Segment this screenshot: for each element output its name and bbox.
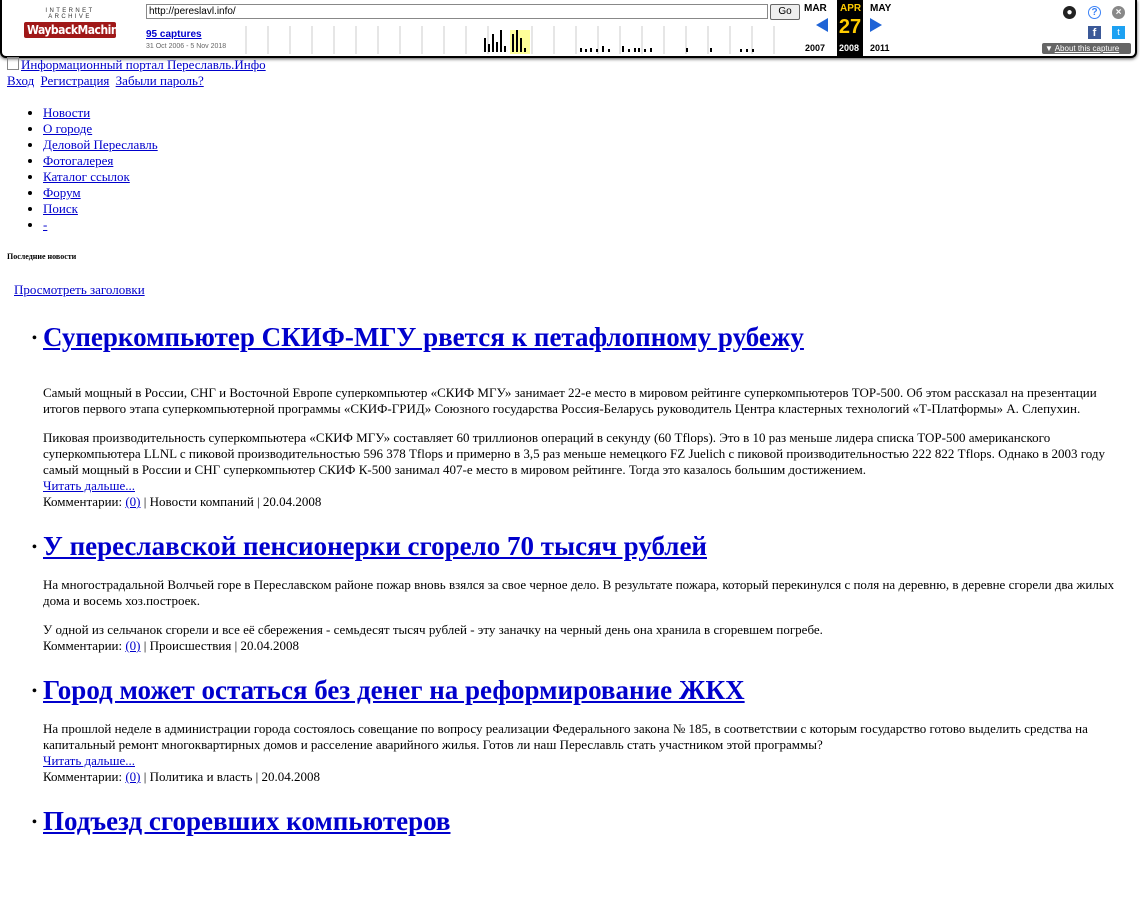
register-link[interactable]: Регистрация	[40, 73, 110, 88]
view-headlines-link[interactable]: Просмотреть заголовки	[14, 282, 145, 297]
prev-year-label[interactable]: 2007	[805, 43, 826, 53]
next-year-label[interactable]: 2011	[870, 43, 890, 53]
current-year-label: 2008	[839, 43, 860, 53]
nav-link-extra[interactable]: -	[43, 217, 48, 232]
wayback-logo[interactable]	[24, 8, 125, 38]
news-article	[43, 673, 1132, 785]
nav-link-search[interactable]: Поиск	[43, 201, 78, 216]
article-paragraph: Пиковая производительность суперкомпьютера «СКИФ МГУ» составляет 60 триллионов операций в секунду (60 Tflops). Это в 10 раз меньше лидера списка TOP-500 американского суперкомпьютера LLNL с пиковой производительностью 596 378 Tflops и примерно в 3,5 раз меньше немецкого FZ Juelich с пиковой производительностью 222 822 Tflops. Однако в 2003 году самый мощный в России и СНГ суперкомпьютер СКИФ К-500 занимал 407-е место в мировом рейтинге. Тогда это казалось большим достижением.	[43, 430, 1105, 477]
user-icon[interactable]: ●	[1063, 6, 1076, 19]
comments-count-link[interactable]: (0)	[125, 638, 141, 653]
comments-label: Комментарии:	[43, 494, 123, 509]
internet-archive-label: INTERNET ARCHIVE	[45, 8, 95, 20]
article-title	[43, 320, 1132, 354]
main-nav	[7, 105, 1132, 233]
nav-item-gallery	[43, 153, 1132, 169]
nav-item-forum	[43, 185, 1132, 201]
site-logo-alt: Информационный портал Переславль.Инфо	[21, 57, 266, 72]
nav-item-business	[43, 137, 1132, 153]
article-date: 20.04.2008	[240, 638, 299, 653]
news-article	[43, 529, 1132, 654]
next-month-label[interactable]: MAY	[870, 3, 892, 14]
article-title-link[interactable]: Суперкомпьютер СКИФ-МГУ рвется к петафлопному рубежу	[43, 322, 804, 352]
nav-item-about-city	[43, 121, 1132, 137]
page-content	[7, 57, 1132, 838]
close-icon[interactable]: ×	[1112, 6, 1125, 19]
capture-date-range: 31 Oct 2006 - 5 Nov 2018	[146, 43, 227, 50]
article-title	[43, 529, 1132, 563]
article-paragraph: На многострадальной Волчьей горе в Переславском районе пожар вновь взялся за свое черное дело. В результате пожара, который перекинулся с поля на деревню, в деревне сгорели два жилых дома и восемь хоз.построек.	[43, 577, 1115, 608]
article-title-link[interactable]: У переславской пенсионерки сгорело 70 тысяч рублей	[43, 531, 707, 561]
article-meta: Комментарии: (0) | Политика и власть | 20.04.2008	[43, 769, 320, 784]
read-more-link[interactable]: Читать дальше...	[43, 478, 135, 493]
nav-item-search	[43, 201, 1132, 217]
nav-link-about-city[interactable]: О городе	[43, 121, 93, 136]
broken-image-icon	[7, 57, 19, 70]
help-icon[interactable]: ?	[1088, 6, 1101, 19]
current-day: 27	[838, 16, 862, 38]
section-title: Последние новости	[7, 252, 77, 261]
go-button[interactable]: Go	[770, 4, 800, 20]
comments-label: Комментарии:	[43, 769, 123, 784]
nav-link-forum[interactable]: Форум	[43, 185, 81, 200]
auth-links	[7, 73, 1132, 89]
comments-count-link[interactable]: (0)	[125, 769, 141, 784]
article-paragraph: Самый мощный в России, СНГ и Восточной Европе суперкомпьютер «СКИФ МГУ» занимает 22-е место в мировом рейтинге суперкомпьютеров TOP-500. Об этом рассказал на презентации итогов первого этапа суперкомпьютерной программы «СКИФ-ГРИД» Союзного государства Россия-Беларусь руководитель Центра кластерных технологий «Т-Платформы» А. Слепухин.	[43, 385, 1097, 416]
nav-item-links-catalog	[43, 169, 1132, 185]
captures-link[interactable]: 95 captures	[146, 29, 202, 40]
article-paragraph: На прошлой неделе в администрации города состоялось совещание по вопросу реализации Федерального закона № 185, в соответствии с которым государство готово выделить средства на капитальный ремонт многоквартирных домов и расселение аварийного жилья. Готов ли наш Переславль стать участником этой программы?	[43, 721, 1088, 752]
read-more-link[interactable]: Читать дальше...	[43, 753, 135, 768]
article-date: 20.04.2008	[262, 494, 322, 509]
facebook-icon[interactable]: f	[1088, 26, 1101, 39]
current-month-label: APR	[840, 3, 862, 14]
about-capture-label: About this capture	[1054, 44, 1120, 53]
article-category: Происшествия	[149, 638, 232, 653]
wayback-url-input[interactable]	[146, 4, 768, 19]
nav-link-gallery[interactable]: Фотогалерея	[43, 153, 114, 168]
news-article	[43, 804, 1132, 838]
nav-link-news[interactable]: Новости	[43, 105, 91, 120]
login-link[interactable]: Вход	[7, 73, 35, 88]
wayback-machine-wordmark: WaybackMachine	[24, 22, 116, 38]
article-title-link[interactable]: Город может остаться без денег на реформирование ЖКХ	[43, 675, 745, 705]
article-meta: Комментарии: (0) | Новости компаний | 20.04.2008	[43, 494, 322, 509]
nav-item-extra	[43, 217, 1132, 233]
about-capture-button[interactable]: ▼ About this capture	[1042, 43, 1131, 54]
forgot-password-link[interactable]: Забыли пароль?	[115, 73, 204, 88]
article-paragraph: У одной из сельчанок сгорели и все её сбережения - семьдесят тысяч рублей - эту заначку на черный день она хранила в сгоревшем погребе.	[43, 622, 823, 637]
prev-month-label[interactable]: MAR	[804, 3, 827, 14]
twitter-icon[interactable]: t	[1112, 26, 1125, 39]
wayback-toolbar	[0, 0, 1137, 58]
article-title-link[interactable]: Подъезд сгоревших компьютеров	[43, 806, 451, 836]
comments-label: Комментарии:	[43, 638, 123, 653]
article-title	[43, 804, 1132, 838]
nav-link-business[interactable]: Деловой Переславль	[43, 137, 158, 152]
nav-link-links-catalog[interactable]: Каталог ссылок	[43, 169, 130, 184]
capture-sparkline[interactable]	[240, 24, 800, 54]
next-capture-arrow-icon[interactable]	[870, 18, 882, 32]
article-date: 20.04.2008	[261, 769, 320, 784]
nav-item-news	[43, 105, 1132, 121]
article-title	[43, 673, 1132, 707]
prev-capture-arrow-icon[interactable]	[816, 18, 828, 32]
site-logo-link[interactable]	[7, 57, 1132, 73]
article-category: Политика и власть	[149, 769, 253, 784]
article-category: Новости компаний	[149, 494, 254, 509]
article-meta: Комментарии: (0) | Происшествия | 20.04.2008	[43, 638, 299, 653]
news-article	[43, 320, 1132, 510]
comments-count-link[interactable]: (0)	[125, 494, 141, 509]
